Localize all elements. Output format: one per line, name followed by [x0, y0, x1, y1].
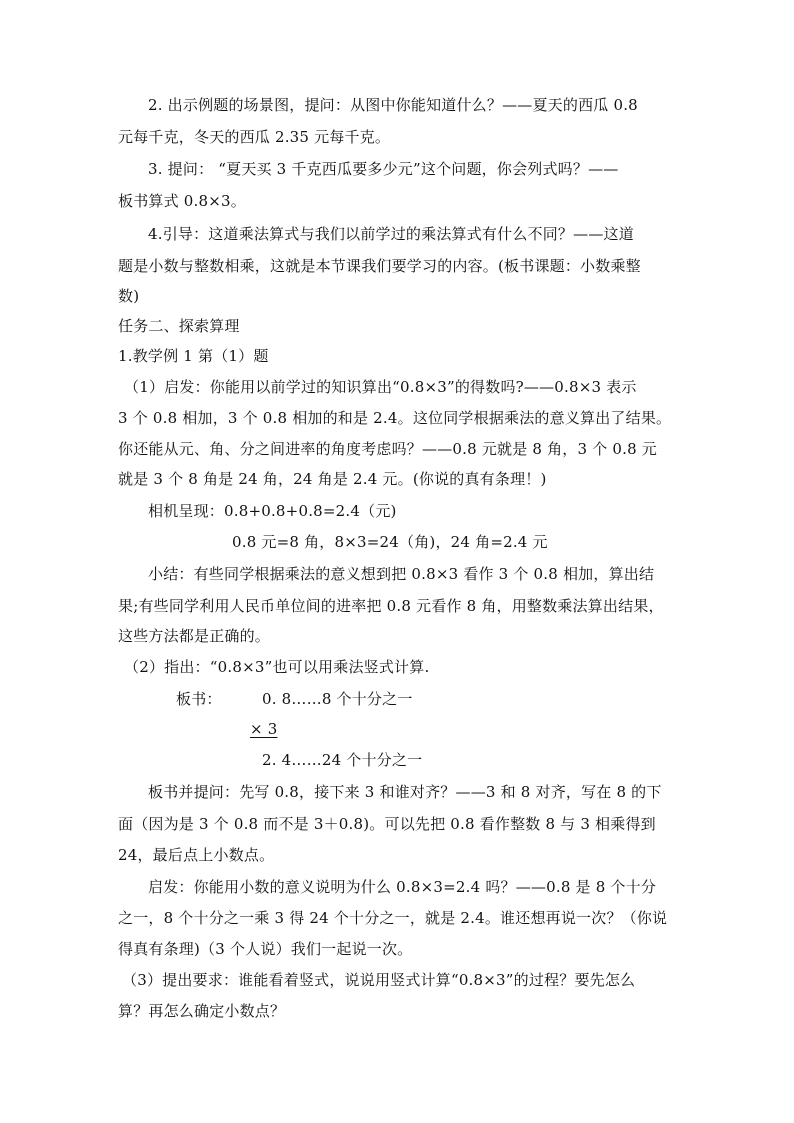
inspire-line2: 之一，8 个十分之一乘 3 得 24 个十分之一，就是 2.4。谁还想再说一次？（你说 — [118, 909, 668, 927]
summary-line1: 小结：有些同学根据乘法的意义想到把 0.8×3 看作 3 个 0.8 相加，算出结 — [148, 565, 655, 583]
board-question-line2: 面（因为是 3 个 0.8 而不是 3＋0.8)。可以先把 0.8 看作整数 8 与 3 相乘得到 — [118, 815, 656, 833]
vertical-label: 板书： — [176, 690, 222, 708]
vertical-row-product: 2. 4……24 个十分之一 — [262, 751, 423, 769]
camera-line2: 0.8 元=8 角，8×3=24（角)，24 角=2.4 元 — [232, 533, 548, 551]
part1-line1: （1）启发：你能用以前学过的知识算出“0.8×3”的得数吗?——0.8×3 表示 — [124, 378, 637, 396]
part1-line3: 你还能从元、角、分之间进率的角度考虑吗？——0.8 元就是 8 角，3 个 0.8 元 — [118, 440, 658, 458]
camera-line1: 相机呈现：0.8+0.8+0.8=2.4（元) — [148, 502, 397, 520]
step2-line2: 元每千克，冬天的西瓜 2.35 元每千克。 — [118, 128, 391, 146]
step4-line1: 4.引导：这道乘法算式与我们以前学过的乘法算式有什么不同？——这道 — [148, 225, 634, 243]
task2-heading: 任务二、探索算理 — [118, 317, 240, 335]
vertical-row-multiplier: × 3 — [250, 720, 278, 738]
board-question-line1: 板书并提问：先写 0.8，接下来 3 和谁对齐？——3 和 8 对齐，写在 8 的下 — [148, 783, 662, 801]
example-heading: 1.教学例 1 第（1）题 — [118, 347, 269, 365]
inspire-line3: 得真有条理)（3 个人说）我们一起说一次。 — [118, 940, 413, 958]
part1-line4: 就是 3 个 8 角是 24 角，24 角是 2.4 元。(你说的真有条理！) — [118, 470, 547, 488]
step2-line1: 2. 出示例题的场景图，提问：从图中你能知道什么？——夏天的西瓜 0.8 — [148, 96, 638, 114]
inspire-line1: 启发：你能用小数的意义说明为什么 0.8×3=2.4 吗？——0.8 是 8 个十分 — [148, 878, 657, 896]
part3-line2: 算？再怎么确定小数点？ — [118, 1002, 286, 1020]
summary-line2: 果;有些同学利用人民币单位间的进率把 0.8 元看作 8 角，用整数乘法算出结果， — [118, 597, 664, 615]
step4-line2: 题是小数与整数相乘，这就是本节课我们要学习的内容。(板书课题：小数乘整 — [118, 257, 641, 275]
summary-line3: 这些方法都是正确的。 — [118, 627, 271, 645]
board-question-line3: 24，最后点上小数点。 — [118, 846, 275, 864]
part3-line1: （3）提出要求：谁能看着竖式，说说用竖式计算“0.8×3”的过程？要先怎么 — [122, 971, 636, 989]
part1-line2: 3 个 0.8 相加，3 个 0.8 相加的和是 2.4。这位同学根据乘法的意义算出了结果。 — [118, 409, 672, 427]
part2-line1: （2）指出：“0.8×3”也可以用乘法竖式计算. — [124, 658, 430, 676]
step3-line1: 3. 提问： “夏天买 3 千克西瓜要多少元”这个问题，你会列式吗？—— — [148, 160, 619, 178]
step4-line3: 数) — [118, 287, 140, 305]
step3-line2: 板书算式 0.8×3。 — [118, 192, 246, 210]
vertical-row-multiplicand: 0. 8……8 个十分之一 — [262, 690, 413, 708]
